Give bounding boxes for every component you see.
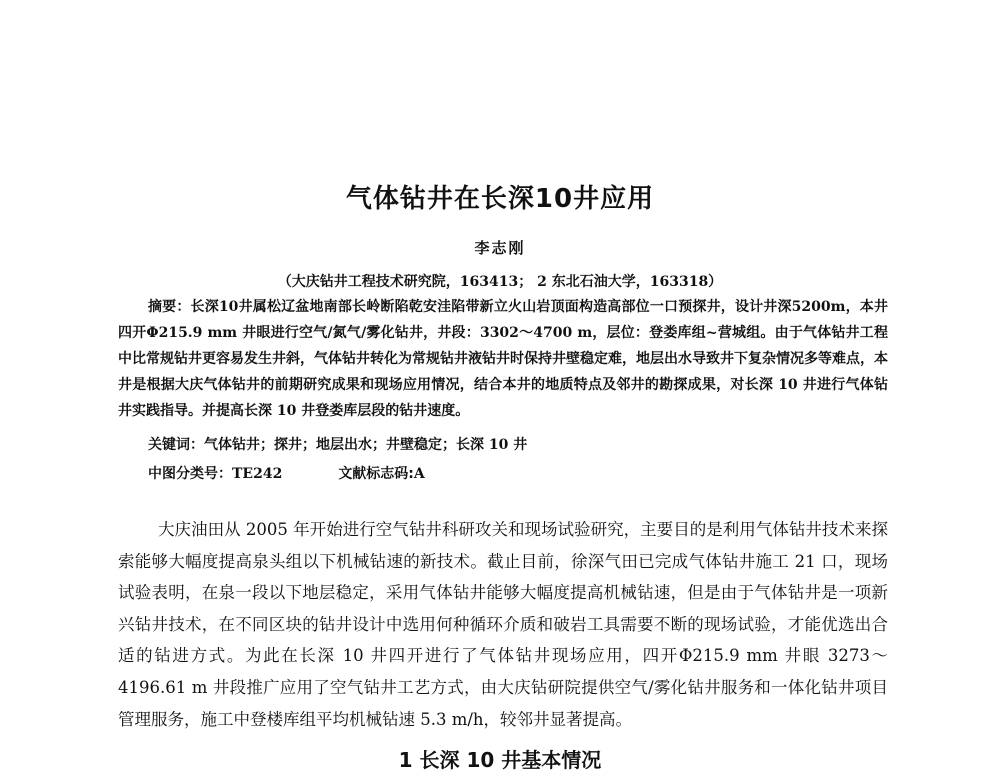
body-paragraph: 大庆油田从 2005 年开始进行空气钻井科研攻关和现场试验研究，主要目的是利用气体钻井技术来探索能够大幅度提高泉头组以下机械钻速的新技术。截止目前，徐深气田已完成气体钻井施工 21 口，现场试验表明，在泉一段以下地层稳定，采用气体钻井能够大幅度提高机械钻速，但是由于气体钻井是一项新兴钻井技术，在不同区块的钻井设计中选用何种循环介质和破岩工具需要不断的现场试验，才能优选出合适的钻进方式。为此在长深 10 井四开进行了气体钻井现场应用，四开Φ215.9 mm 井眼 3273～4196.61 m 井段推广应用了空气钻井工艺方式，由大庆钻研院提供空气/雾化钻井服务和一体化钻井项目管理服务，施工中登楼库组平均机械钻速 5.3 m/h，较邻井显著提高。	[118, 520, 888, 729]
keywords-label: 关键词：	[148, 437, 204, 453]
author-affiliation: （大庆钻井工程技术研究院，163413； 2 东北石油大学，163318）	[277, 274, 723, 290]
author-name: 李志刚	[474, 239, 526, 257]
clc-label: 中图分类号：	[148, 466, 232, 482]
keywords-line	[148, 434, 527, 454]
abstract-label: 摘要：	[148, 299, 191, 315]
classification-line	[148, 463, 425, 483]
paper-title: 气体钻井在长深10井应用	[345, 184, 655, 214]
keywords-text: 气体钻井；探井；地层出水；井壁稳定；长深 10 井	[204, 437, 528, 453]
doc-code-value: A	[413, 466, 425, 482]
section-heading: 1 长深 10 井基本情况	[398, 748, 602, 772]
abstract	[118, 294, 888, 424]
clc-value: TE242	[232, 466, 283, 482]
doc-code-label: 文献标志码:	[338, 466, 414, 482]
abstract-text: 长深10井属松辽盆地南部长岭断陷乾安洼陷带新立火山岩顶面构造高部位一口预探井，设计井深5200m，本井四开Φ215.9 mm 井眼进行空气/氮气/雾化钻井，井段：3302～4700 m，层位：登娄库组~营城组。由于气体钻井工程中比常规钻井更容易发生井斜，气体钻井转化为常规钻井液钻井时保持井壁稳定难，地层出水导致井下复杂情况多等难点，本井是根据大庆气体钻井的前期研究成果和现场应用情况，结合本井的地质特点及邻井的勘探成果，对长深 10 井进行气体钻井实践指导。并提高长深 10 井登娄库层段的钻井速度。	[118, 299, 888, 419]
